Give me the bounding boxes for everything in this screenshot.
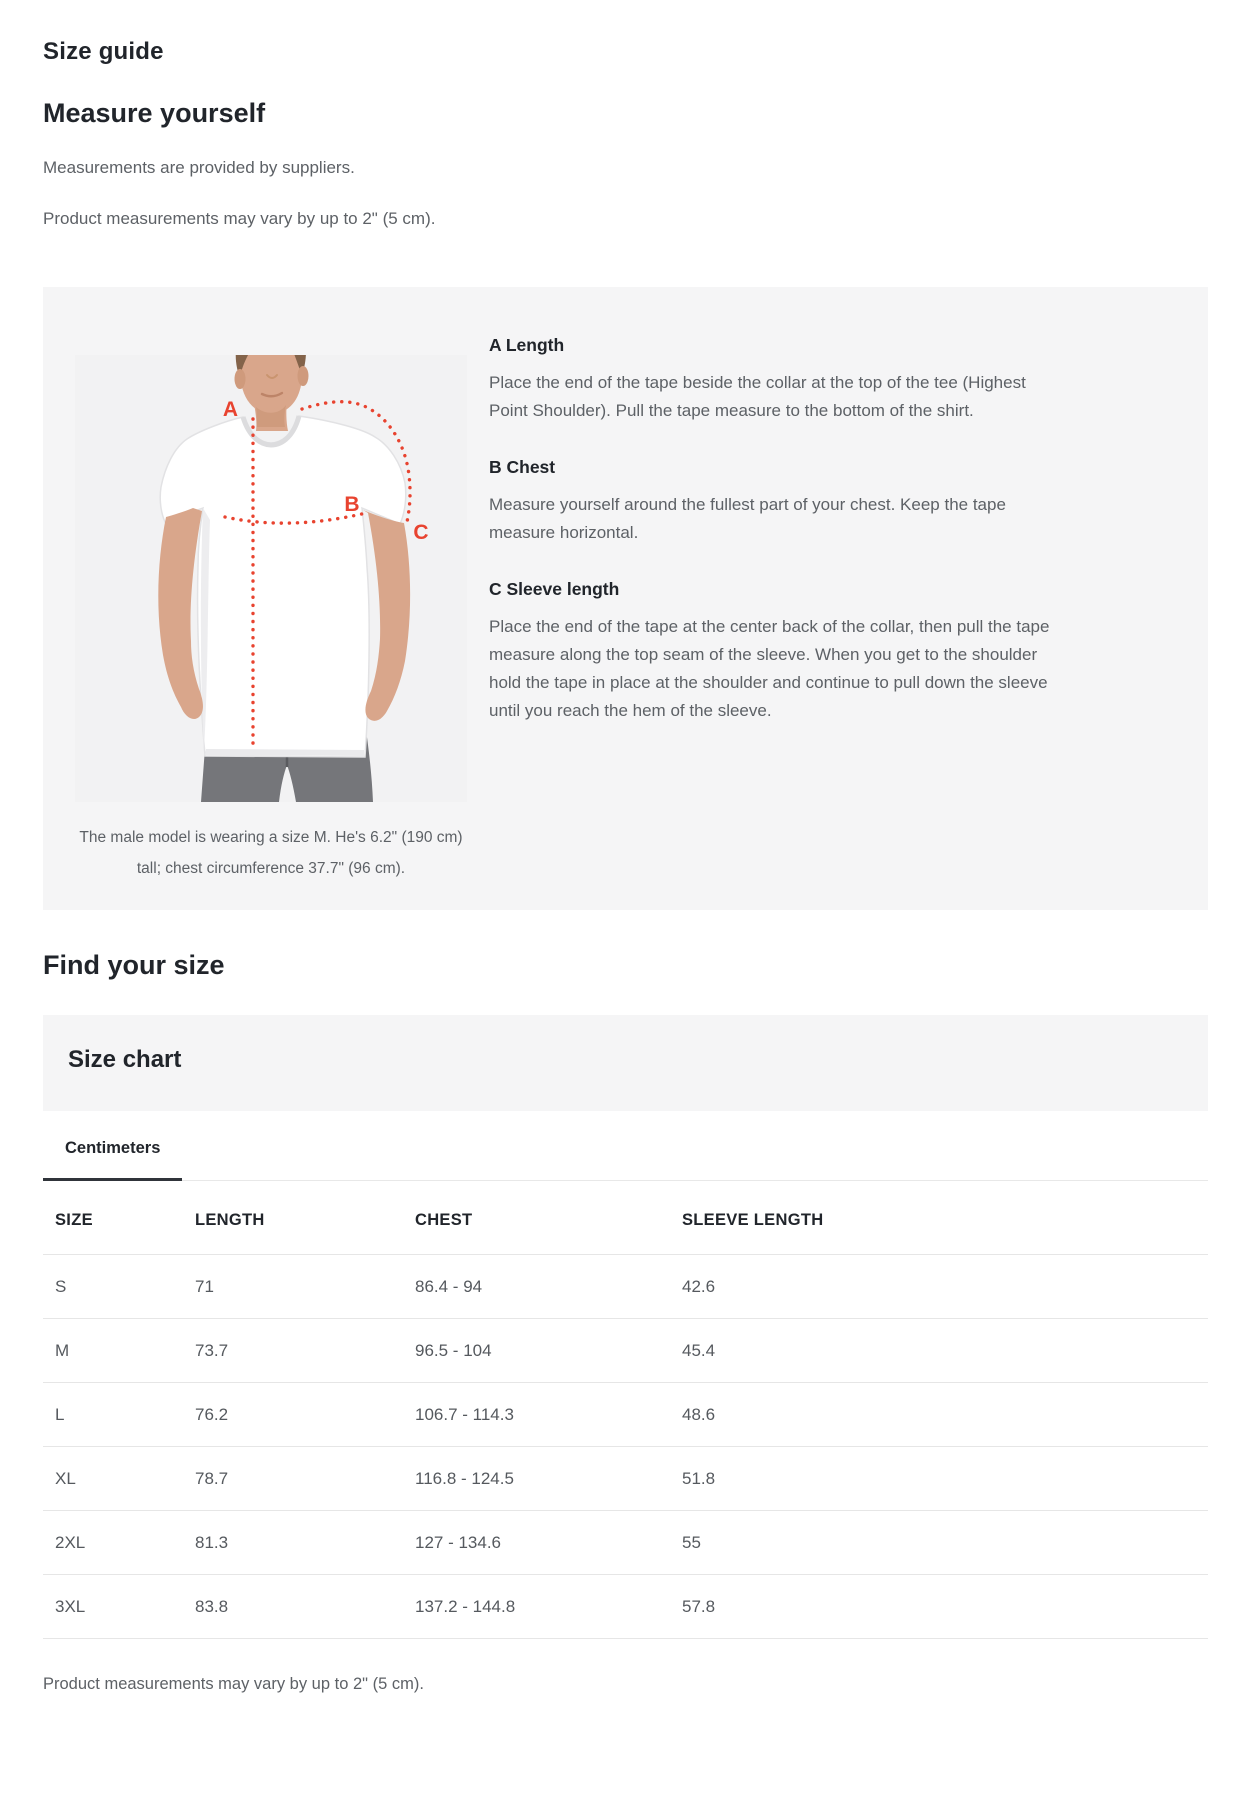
model-photo [75,355,467,802]
measurement-text: Measure yourself around the fullest part of your chest. Keep the tape measure horizontal. [489,494,1006,542]
cell-size: S [43,1254,183,1318]
measurement-descriptions [489,335,1064,884]
cell-size: L [43,1382,183,1446]
cell-size: 2XL [43,1510,183,1574]
cell-chest: 127 - 134.6 [403,1510,670,1574]
cell-size: 3XL [43,1574,183,1638]
cell-sleeve-length: 51.8 [670,1446,1208,1510]
table-row [43,1510,1208,1574]
table-footnote: Product measurements may vary by up to 2" (5 cm). [43,1674,424,1693]
column-header-sleeve-length: SLEEVE LENGTH [682,1210,824,1229]
cell-chest: 96.5 - 104 [403,1318,670,1382]
measurement-label: A Length [489,334,565,355]
cell-chest: 137.2 - 144.8 [403,1574,670,1638]
measure-heading: Measure yourself [43,98,266,128]
find-heading: Find your size [43,949,225,980]
measure-label-a: A [222,397,238,421]
cell-size: M [43,1318,183,1382]
model-illustration [75,355,467,802]
size-guide-page [0,38,1251,1694]
measure-yourself-section [43,98,1208,910]
cell-sleeve-length: 48.6 [670,1382,1208,1446]
page-title: Size guide [43,38,164,65]
model-ear-left [235,369,246,389]
size-chart-title: Size chart [68,1045,182,1073]
table-row [43,1574,1208,1638]
table-row [43,1318,1208,1382]
cell-length: 73.7 [183,1318,403,1382]
model-ear-right [298,366,309,386]
cell-length: 76.2 [183,1382,403,1446]
table-row [43,1382,1208,1446]
measurement-item-length [489,335,1064,425]
unit-tabs [43,1111,1208,1181]
measurement-label: C Sleeve length [489,578,620,599]
model-caption: The male model is wearing a size M. He's 6.2" (190 cm) tall; chest circumference 37.7" (96 cm). [79,828,463,877]
cell-chest: 116.8 - 124.5 [403,1446,670,1510]
variance-note: Product measurements may vary by up to 2" (5 cm). [43,208,436,228]
column-header-chest: CHEST [415,1210,473,1229]
tshirt-shading-hem [205,749,364,756]
measurement-label: B Chest [489,456,556,477]
cell-size: XL [43,1446,183,1510]
size-table [43,1181,1208,1639]
cell-sleeve-length: 45.4 [670,1318,1208,1382]
tab-centimeters[interactable]: Centimeters [43,1139,182,1181]
cell-sleeve-length: 57.8 [670,1574,1208,1638]
table-header-row [43,1181,1208,1255]
column-header-length: LENGTH [195,1210,265,1229]
suppliers-note: Measurements are provided by suppliers. [43,158,355,177]
cell-chest: 86.4 - 94 [403,1254,670,1318]
cell-chest: 106.7 - 114.3 [403,1382,670,1446]
measure-label-c: C [413,520,429,544]
cell-length: 83.8 [183,1574,403,1638]
cell-length: 81.3 [183,1510,403,1574]
table-row [43,1254,1208,1318]
measurement-item-sleeve [489,579,1064,725]
cell-sleeve-length: 55 [670,1510,1208,1574]
cell-length: 71 [183,1254,403,1318]
measure-label-b: B [344,492,360,516]
measurement-text: Place the end of the tape beside the collar at the top of the tee (Highest Point Shoulder). Pull the tape measure to the bottom of the shirt. [489,372,1026,420]
cell-length: 78.7 [183,1446,403,1510]
column-header-size: SIZE [55,1210,93,1229]
measurement-text: Place the end of the tape at the center back of the collar, then pull the tape measure along the top seam of the sleeve. When you get to the shoulder hold the tape in place at the shoulder and continue to pull down the sleeve until you reach the hem of the sleeve. [489,616,1050,720]
size-chart-header [43,1015,1208,1111]
measurement-panel [43,287,1208,910]
measurement-item-chest [489,457,1064,547]
find-your-size-section [43,950,1208,1694]
model-photo-column [75,335,467,884]
cell-sleeve-length: 42.6 [670,1254,1208,1318]
table-row [43,1446,1208,1510]
